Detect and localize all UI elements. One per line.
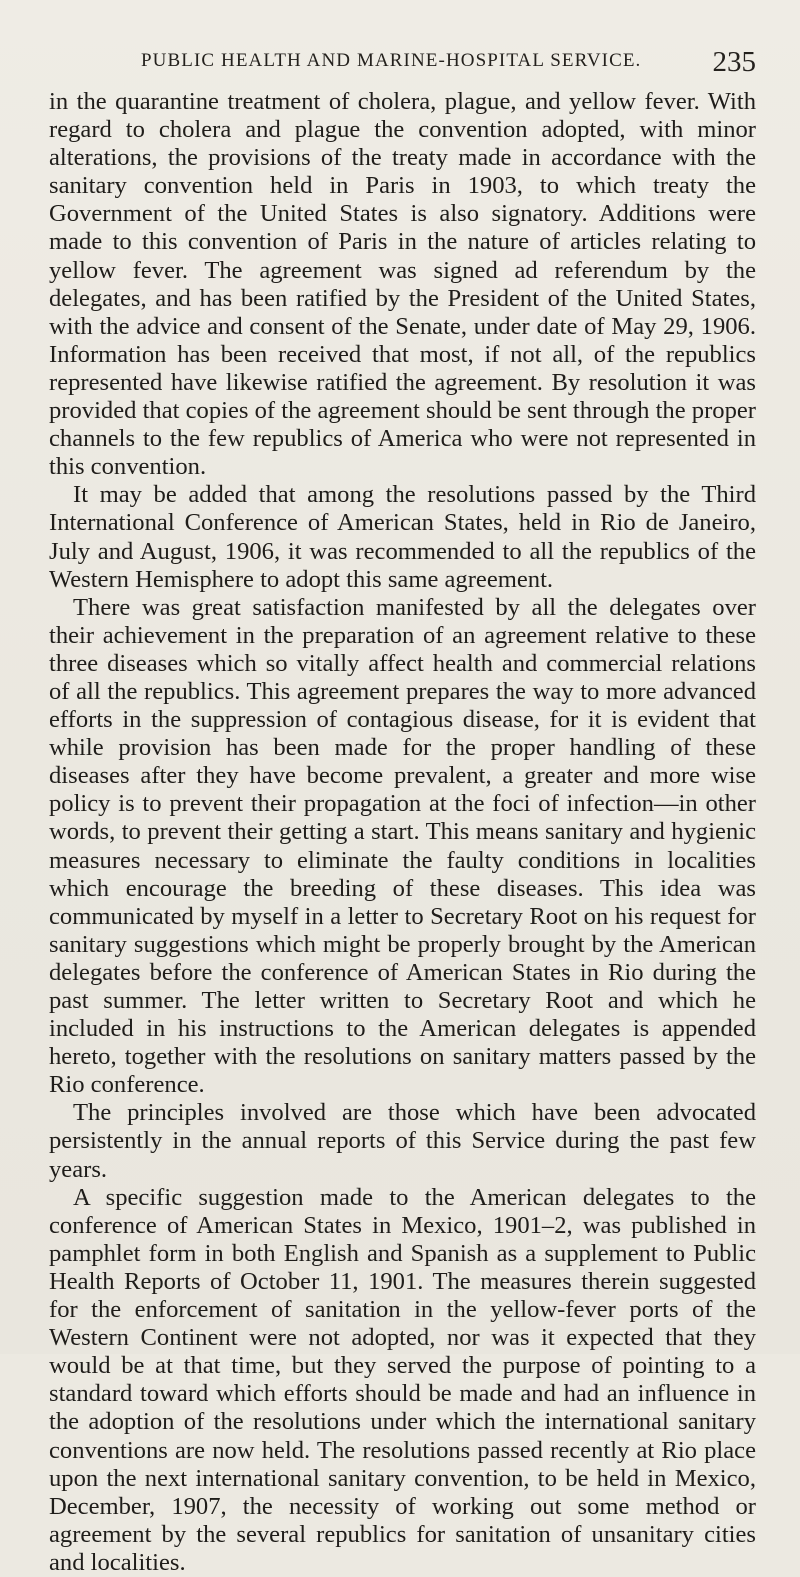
running-head — [49, 48, 756, 78]
paragraph-third-conference: It may be added that among the resolutions passed by the Third International Conference of American States, held in Rio de Janeiro, July and August, 1906, it was recommended to all the republics of the Western Hemisphere to adopt this same agreement. — [49, 481, 756, 593]
running-title: PUBLIC HEALTH AND MARINE-HOSPITAL SERVICE. — [141, 50, 642, 71]
paragraph-principles: The principles involved are those which have been advocated persistently in the annual reports of this Service during the past few years. — [49, 1099, 756, 1183]
paragraph-specific-suggestion: A specific suggestion made to the American delegates to the conference of American States in Mexico, 1901–2, was published in pamphlet form in both English and Spanish as a supplement to Public Health Reports of October 11, 1901. The measures therein suggested for the enforcement of sanitation in the yellow-fever ports of the Western Continent were not adopted, nor was it expected that they would be at that time, but they served the purpose of pointing to a standard toward which efforts should be made and had an influence in the adoption of the resolutions under which the international sanitary conventions are now held. The resolutions passed recently at Rio place upon the next international sanitary convention, to be held in Mexico, December, 1907, the necessity of working out some method or agreement by the several republics for sanitation of unsanitary cities and localities. — [49, 1183, 756, 1576]
page-number: 235 — [712, 46, 756, 78]
paragraph-satisfaction: There was great satisfaction manifested by all the delegates over their achievement in the preparation of an agreement relative to these three diseases which so vitally affect health and commercial relations of all the republics. This agreement prepares the way to more advanced efforts in the suppression of contagious disease, for it is evident that while provision has been made for the proper handling of these diseases after they have become prevalent, a greater and more wise policy is to prevent their propagation at the foci of infection—in other words, to prevent their getting a start. This means sanitary and hygienic measures necessary to eliminate the faulty conditions in localities which encourage the breeding of these diseases. This idea was communicated by myself in a letter to Secretary Root on his request for sanitary suggestions which might be properly brought by the American delegates before the conference of American States in Rio during the past summer. The letter written to Secretary Root and which he included in his instructions to the American delegates is appended hereto, together with the resolutions on sanitary matters passed by the Rio conference. — [49, 593, 756, 1099]
paragraph-continuation: in the quarantine treatment of cholera, plague, and yellow fever. With regard to cholera and plague the convention adopted, with minor alterations, the provisions of the treaty made in accordance with the sanitary convention held in Paris in 1903, to which treaty the Government of the United States is also signatory. Additions were made to this convention of Paris in the nature of articles relating to yellow fever. The agreement was signed ad referendum by the delegates, and has been ratified by the President of the United States, with the advice and consent of the Senate, under date of May 29, 1906. Information has been received that most, if not all, of the republics represented have likewise ratified the agreement. By resolution it was provided that copies of the agreement should be sent through the proper channels to the few republics of America who were not represented in this convention. — [49, 88, 756, 481]
